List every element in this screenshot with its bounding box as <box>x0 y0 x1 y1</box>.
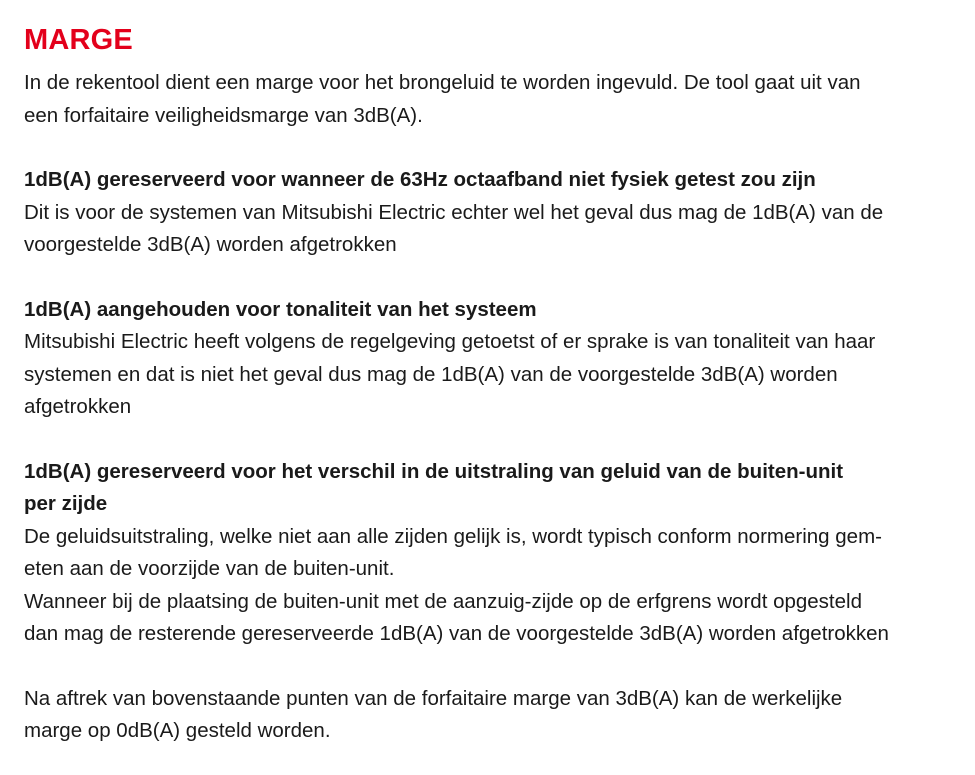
section-body-line: Wanneer bij de plaatsing de buiten-unit met de aanzuig-zijde op de erfgrens wordt opgesteld <box>24 589 862 613</box>
section-heading: 1dB(A) gereserveerd voor wanneer de 63Hz octaafband niet fysiek getest zou zijn <box>24 168 816 191</box>
section-63hz <box>24 164 955 262</box>
section-body-line: eten aan de voorzijde van de buiten-unit. <box>24 557 395 580</box>
section-heading: per zijde <box>24 492 108 515</box>
page-title: MARGE <box>24 24 133 56</box>
section-body-line: voorgestelde 3dB(A) worden afgetrokken <box>24 233 397 256</box>
section-uitstraling <box>24 456 955 651</box>
section-body-line: afgetrokken <box>24 395 132 418</box>
intro-line: een forfaitaire veiligheidsmarge van 3dB(A). <box>24 103 423 127</box>
section-body-line: Mitsubishi Electric heeft volgens de regelgeving getoetst of er sprake is van tonaliteit van haar <box>24 330 876 353</box>
conclusion-paragraph <box>24 683 955 748</box>
section-tonaliteit <box>24 294 955 424</box>
conclusion-line: Na aftrek van bovenstaande punten van de forfaitaire marge van 3dB(A) kan de werkelijke <box>24 686 843 710</box>
section-body-line: dan mag de resterende gereserveerde 1dB(A) van de voorgestelde 3dB(A) worden afgetrokken <box>24 622 889 645</box>
section-heading: 1dB(A) aangehouden voor tonaliteit van het systeem <box>24 297 537 321</box>
section-body-line: Dit is voor de systemen van Mitsubishi Electric echter wel het geval dus mag de 1dB(A) van de <box>24 200 884 224</box>
section-body-line: systemen en dat is niet het geval dus mag de 1dB(A) van de voorgestelde 3dB(A) worden <box>24 362 838 386</box>
intro-paragraph <box>24 67 955 132</box>
section-body-line: De geluidsuitstraling, welke niet aan alle zijden gelijk is, wordt typisch conform normering gem- <box>24 524 882 548</box>
conclusion-line: marge op 0dB(A) gesteld worden. <box>24 719 331 742</box>
intro-line: In de rekentool dient een marge voor het brongeluid te worden ingevuld. De tool gaat uit van <box>24 71 861 94</box>
section-heading: 1dB(A) gereserveerd voor het verschil in de uitstraling van geluid van de buiten-unit <box>24 459 844 483</box>
